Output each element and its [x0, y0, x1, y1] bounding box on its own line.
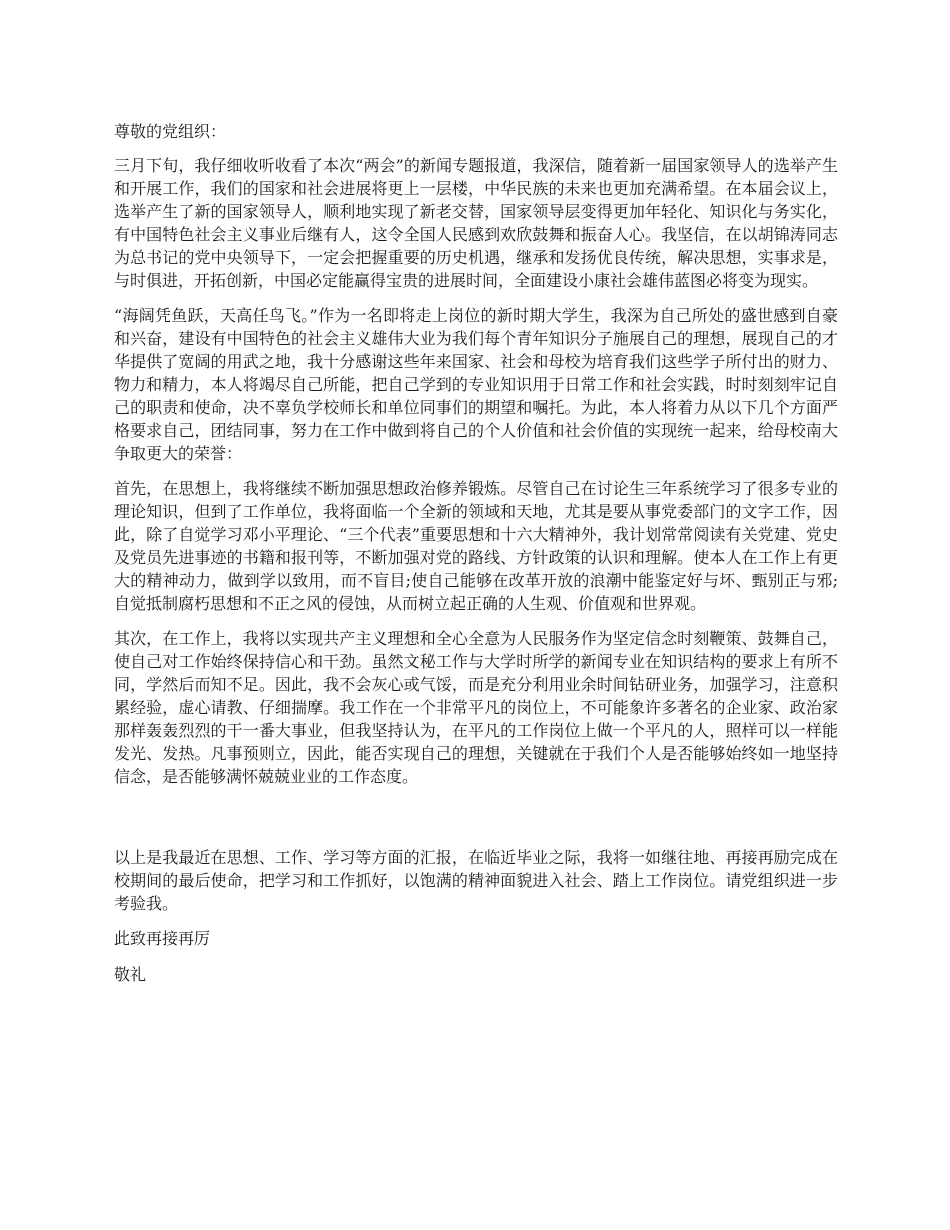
letter-paragraph: 三月下旬，我仔细收听收看了本次“两会”的新闻专题报道，我深信，随着新一届国家领导人的选举产生和开展工作，我们的国家和社会进展将更上一层楼，中华民族的未来也更加充满希望。在本届会议上，选举产生了新的国家领导人，顺利地实现了新老交替，国家领导层变得更加年轻化、知识化与务实化，有中国特色社会主义事业后继有人，这令全国人民感到欢欣鼓舞和振奋人心。我坚信，在以胡锦涛同志为总书记的党中央领导下，一定会把握重要的历史机遇，继承和发扬优良传统，解决思想，实事求是，与时俱进，开拓创新，中国必定能赢得宝贵的进展时间，全面建设小康社会雄伟蓝图必将变为现实。	[114, 156, 838, 290]
letter-salutation: 尊敬的党组织：	[114, 122, 227, 141]
letter-regards: 敬礼	[114, 965, 147, 984]
letter-paragraph: “海阔凭鱼跃，天高任鸟飞。”作为一名即将走上岗位的新时期大学生，我深为自己所处的盛世感到自豪和兴奋，建设有中国特色的社会主义雄伟大业为我们每个青年知识分子施展自己的理想，展现自己的才华提供了宽阔的用武之地，我十分感谢这些年来国家、社会和母校为培育我们这些学子所付出的财力、物力和精力，本人将竭尽自己所能，把自己学到的专业知识用于日常工作和社会实践，时时刻刻牢记自己的职责和使命，决不辜负学校师长和单位同事们的期望和嘱托。为此，本人将着力从以下几个方面严格要求自己，团结同事，努力在工作中做到将自己的个人价值和社会价值的实现统一起来，给母校南大争取更大的荣誉：	[114, 306, 838, 463]
letter-body	[114, 120, 838, 999]
letter-paragraph: 其次，在工作上，我将以实现共产主义理想和全心全意为人民服务作为坚定信念时刻鞭策、鼓舞自己，使自己对工作始终保持信心和干劲。虽然文秘工作与大学时所学的新闻专业在知识结构的要求上有所不同，学然后而知不足。因此，我不会灰心或气馁，而是充分利用业余时间钻研业务，加强学习，注意积累经验，虚心请教、仔细揣摩。我工作在一个非常平凡的岗位上，不可能象许多著名的企业家、政治家那样轰轰烈烈的干一番大事业，但我坚持认为，在平凡的工作岗位上做一个平凡的人，照样可以一样能发光、发热。凡事预则立，因此，能否实现自己的理想，关键就在于我们个人是否能够始终如一地坚持信念，是否能够满怀兢兢业业的工作态度。	[114, 629, 838, 786]
letter-closing: 此致再接再厉	[114, 929, 211, 948]
letter-paragraph: 首先，在思想上，我将继续不断加强思想政治修养锻炼。尽管自己在讨论生三年系统学习了很多专业的理论知识，但到了工作单位，我将面临一个全新的领域和天地，尤其是要从事党委部门的文字工作，因此，除了自觉学习邓小平理论、“三个代表”重要思想和十六大精神外，我计划常常阅读有关党建、党史及党员先进事迹的书籍和报刊等，不断加强对党的路线、方针政策的认识和理解。使本人在工作上有更大的精神动力，做到学以致用，而不盲目;使自己能够在改革开放的浪潮中能鉴定好与坏、甄别正与邪;自觉抵制腐朽思想和不正之风的侵蚀，从而树立起正确的人生观、价值观和世界观。	[114, 479, 838, 613]
letter-paragraph: 以上是我最近在思想、工作、学习等方面的汇报，在临近毕业之际，我将一如继往地、再接再励完成在校期间的最后使命，把学习和工作抓好，以饱满的精神面貌进入社会、踏上工作岗位。请党组织进一步考验我。	[114, 848, 838, 913]
paragraph-spacer	[114, 800, 838, 846]
